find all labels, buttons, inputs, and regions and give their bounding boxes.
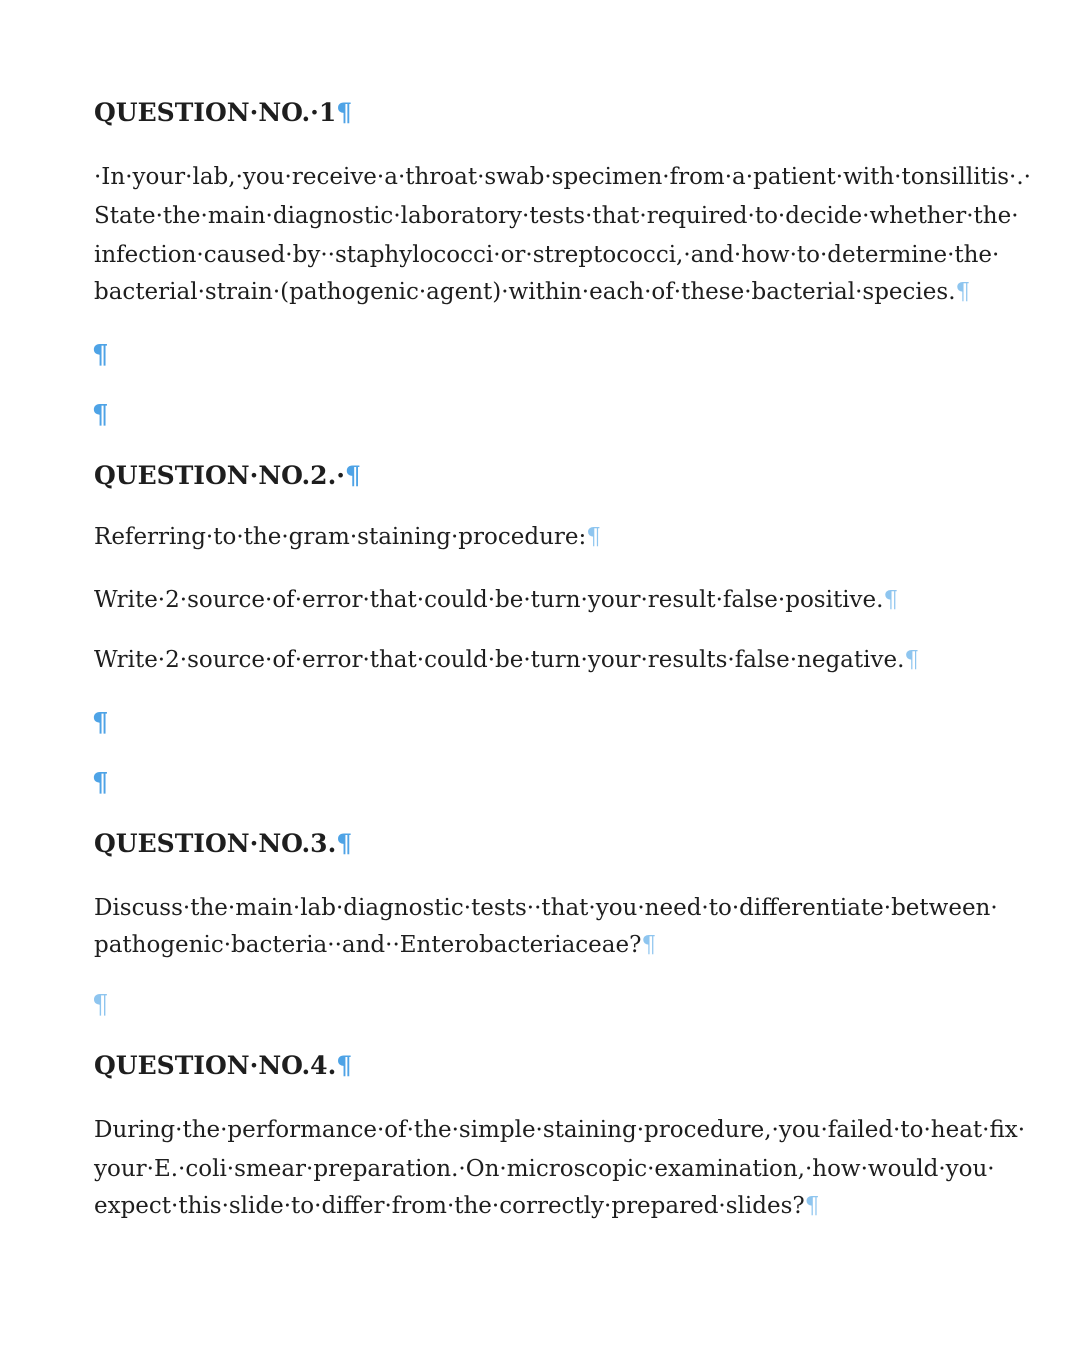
question-1-body-line <box>94 273 1014 311</box>
question-2-item-text: Write·2·source·of·error·that·could·be·turn·your·results·false·negative. <box>94 647 905 673</box>
question-3-text: Discuss·the·main·lab·diagnostic·tests··that·you·need·to·differentiate·between· <box>94 895 998 921</box>
question-4-body-line <box>94 1111 1026 1149</box>
question-2-heading <box>94 457 1014 495</box>
question-2-item <box>94 581 1014 619</box>
pilcrow-mark: ¶ <box>641 932 657 958</box>
pilcrow-mark: ¶ <box>804 1193 820 1219</box>
question-1-text: infection·caused·by··staphylococci·or·streptococci,·and·how·to·determine·the· <box>94 242 1000 268</box>
question-4-text: your·E.·coli·smear·preparation.·On·microscopic·examination,·how·would·you· <box>94 1156 995 1182</box>
question-1-body-line <box>94 197 1019 235</box>
pilcrow-mark: ¶ <box>955 279 971 305</box>
question-1-text: State·the·main·diagnostic·laboratory·tests·that·required·to·decide·whether·the· <box>94 203 1019 229</box>
question-2-item <box>94 641 1014 679</box>
question-2-intro-text: Referring·to·the·gram·staining·procedure: <box>94 524 587 550</box>
question-1-body-line <box>94 158 1031 196</box>
pilcrow-mark: ¶ <box>345 461 361 490</box>
question-1-text: bacterial·strain·(pathogenic·agent)·within·each·of·these·bacterial·species. <box>94 279 956 305</box>
question-4-body-line <box>94 1187 1014 1225</box>
question-3-body-line <box>94 926 1014 964</box>
pilcrow-mark: ¶ <box>586 524 601 550</box>
question-2-heading-text: QUESTION·NO.2.· <box>94 461 345 490</box>
question-1-heading-text: QUESTION·NO.·1 <box>94 98 337 127</box>
question-3-text: pathogenic·bacteria··and··Enterobacteriaceae? <box>94 932 642 958</box>
question-1-text: ·In·your·lab,·you·receive·a·throat·swab·specimen·from·a·patient·with·tonsillitis·.· <box>94 164 1031 190</box>
pilcrow-mark: ¶ <box>883 587 899 613</box>
empty-paragraph-mark: ¶ <box>92 400 109 430</box>
empty-paragraph-mark: ¶ <box>92 768 109 798</box>
pilcrow-mark: ¶ <box>336 98 353 127</box>
empty-paragraph-mark: ¶ <box>92 990 109 1020</box>
question-1-heading <box>94 94 1014 132</box>
pilcrow-mark: ¶ <box>336 1051 353 1080</box>
empty-paragraph-mark: ¶ <box>92 340 109 370</box>
question-2-item-text: Write·2·source·of·error·that·could·be·turn·your·result·false·positive. <box>94 587 884 613</box>
question-4-heading <box>94 1047 1014 1085</box>
pilcrow-mark: ¶ <box>904 647 920 673</box>
pilcrow-mark: ¶ <box>336 829 353 858</box>
question-4-body-line <box>94 1150 1014 1188</box>
empty-paragraph-mark: ¶ <box>92 708 109 738</box>
question-4-text: expect·this·slide·to·differ·from·the·correctly·prepared·slides? <box>94 1193 805 1219</box>
question-4-heading-text: QUESTION·NO.4. <box>94 1051 337 1080</box>
question-2-intro <box>94 518 1014 556</box>
question-3-body-line <box>94 889 1014 927</box>
question-4-text: During·the·performance·of·the·simple·staining·procedure,·you·failed·to·heat·fix· <box>94 1117 1026 1143</box>
question-1-body-line <box>94 236 1014 274</box>
question-3-heading <box>94 825 1014 863</box>
question-3-heading-text: QUESTION·NO.3. <box>94 829 337 858</box>
